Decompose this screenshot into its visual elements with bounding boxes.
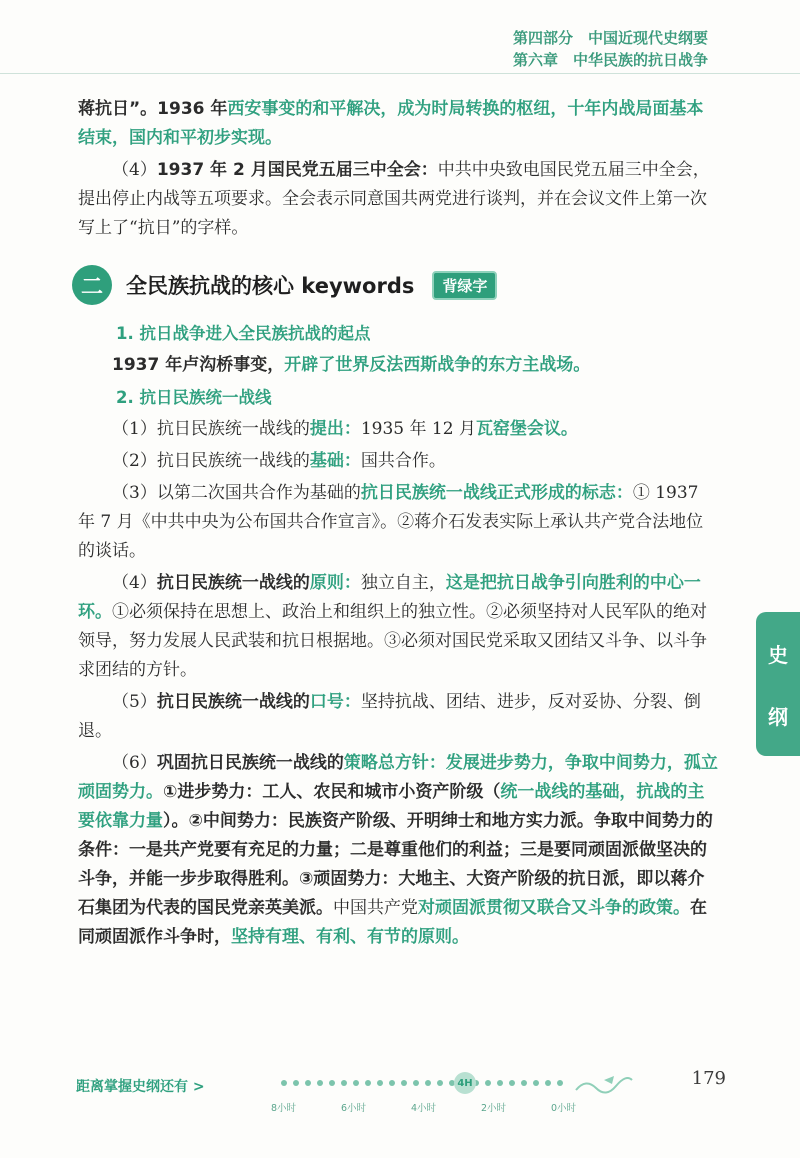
side-tab: [756, 612, 800, 756]
subheading-1-body: 1937 年卢沟桥事变，开辟了世界反法西斯战争的东方主战场。: [112, 355, 591, 375]
side-tab-char-2: 纲: [768, 704, 788, 729]
running-header: [513, 27, 708, 71]
progress-dot: [377, 1080, 383, 1086]
footer-progress-label: 距离掌握史纲还有 >: [76, 1079, 205, 1095]
progress-dot: [485, 1080, 491, 1086]
item-2: （2）抗日民族统一战线的基础：国共合作。: [112, 451, 446, 471]
progress-dot: [557, 1080, 563, 1086]
paragraph-1937-plenum: （4）1937 年 2 月国民党五届三中全会：中共中央致电国民党五届三中全会，提出停止内战等五项要求。全会表示同意国共两党进行谈判，并在会议文件上第一次写上了“抗日”的字样。: [78, 160, 710, 238]
subheading-2: 2. 抗日民族统一战线: [116, 388, 272, 407]
progress-dots: [281, 1080, 563, 1086]
progress-dot: [401, 1080, 407, 1086]
side-tab-char-1: 史: [768, 642, 788, 667]
tick-label: 0小时: [551, 1103, 577, 1114]
subheading-1: 1. 抗日战争进入全民族抗战的起点: [116, 324, 371, 343]
tick-label: 2小时: [481, 1103, 507, 1114]
wave-decoration-icon: [574, 1074, 634, 1096]
footer: [76, 1068, 726, 1120]
section-heading: [72, 265, 718, 305]
progress-marker: 4H: [454, 1072, 476, 1094]
paragraph-xian: 蒋抗日”。1936 年西安事变的和平解决，成为时局转换的枢纽，十年内战局面基本结束，国内和平初步实现。: [78, 99, 704, 148]
page-content: [78, 95, 718, 955]
progress-dot: [341, 1080, 347, 1086]
item-1: （1）抗日民族统一战线的提出：1935 年 12 月瓦窑堡会议。: [112, 419, 578, 439]
section-number-badge: 二: [72, 265, 112, 305]
progress-dot: [281, 1080, 287, 1086]
green-text-tag: 背绿字: [432, 271, 497, 300]
header-part: 第四部分 中国近现代史纲要: [512, 29, 708, 47]
progress-dot: [305, 1080, 311, 1086]
header-chapter: 第六章 中华民族的抗日战争: [512, 51, 708, 69]
section-title: 全民族抗战的核心 keywords: [126, 274, 415, 298]
tick-label: 8小时: [271, 1103, 297, 1114]
item-4: （4）抗日民族统一战线的原则：独立自主，这是把抗日战争引向胜利的中心一环。①必须保持在思想上、政治上和组织上的独立性。②必须坚持对人民军队的绝对领导，努力发展人民武装和抗日根据地。③必须对国民党采取又团结又斗争、以斗争求团结的方针。: [78, 573, 707, 680]
progress-dot: [437, 1080, 443, 1086]
page-number: 179: [691, 1068, 726, 1089]
progress-dot: [317, 1080, 323, 1086]
progress-dot: [329, 1080, 335, 1086]
progress-dot: [533, 1080, 539, 1086]
progress-dot: [545, 1080, 551, 1086]
item-6: （6）巩固抗日民族统一战线的策略总方针：发展进步势力，争取中间势力，孤立顽固势力。①进步势力：工人、农民和城市小资产阶级（统一战线的基础，抗战的主要依靠力量）。②中间势力：民族资产阶级、开明绅士和地方实力派。争取中间势力的条件：一是共产党要有充足的力量；二是尊重他们的利益；三是要同顽固派做坚决的斗争，并能一步步取得胜利。③顽固势力：大地主、大资产阶级的抗日派，即以蒋介石集团为代表的国民党亲英美派。中国共产党对顽固派贯彻又联合又斗争的政策。在同顽固派作斗争时，坚持有理、有利、有节的原则。: [78, 753, 718, 947]
tick-label: 6小时: [341, 1103, 367, 1114]
progress-dot: [521, 1080, 527, 1086]
progress-dot: [425, 1080, 431, 1086]
progress-dot: [353, 1080, 359, 1086]
progress-dot: [389, 1080, 395, 1086]
progress-dot: [497, 1080, 503, 1086]
item-3: （3）以第二次国共合作为基础的抗日民族统一战线正式形成的标志：① 1937 年 7 月《中共中央为公布国共合作宣言》。②蒋介石发表实际上承认共产党合法地位的谈话。: [78, 483, 704, 561]
header-rule: [0, 73, 800, 74]
progress-dot: [365, 1080, 371, 1086]
progress-dot: [413, 1080, 419, 1086]
tick-label: 4小时: [411, 1103, 437, 1114]
progress-dot: [293, 1080, 299, 1086]
item-5: （5）抗日民族统一战线的口号：坚持抗战、团结、进步，反对妥协、分裂、倒退。: [78, 692, 701, 741]
progress-dot: [509, 1080, 515, 1086]
